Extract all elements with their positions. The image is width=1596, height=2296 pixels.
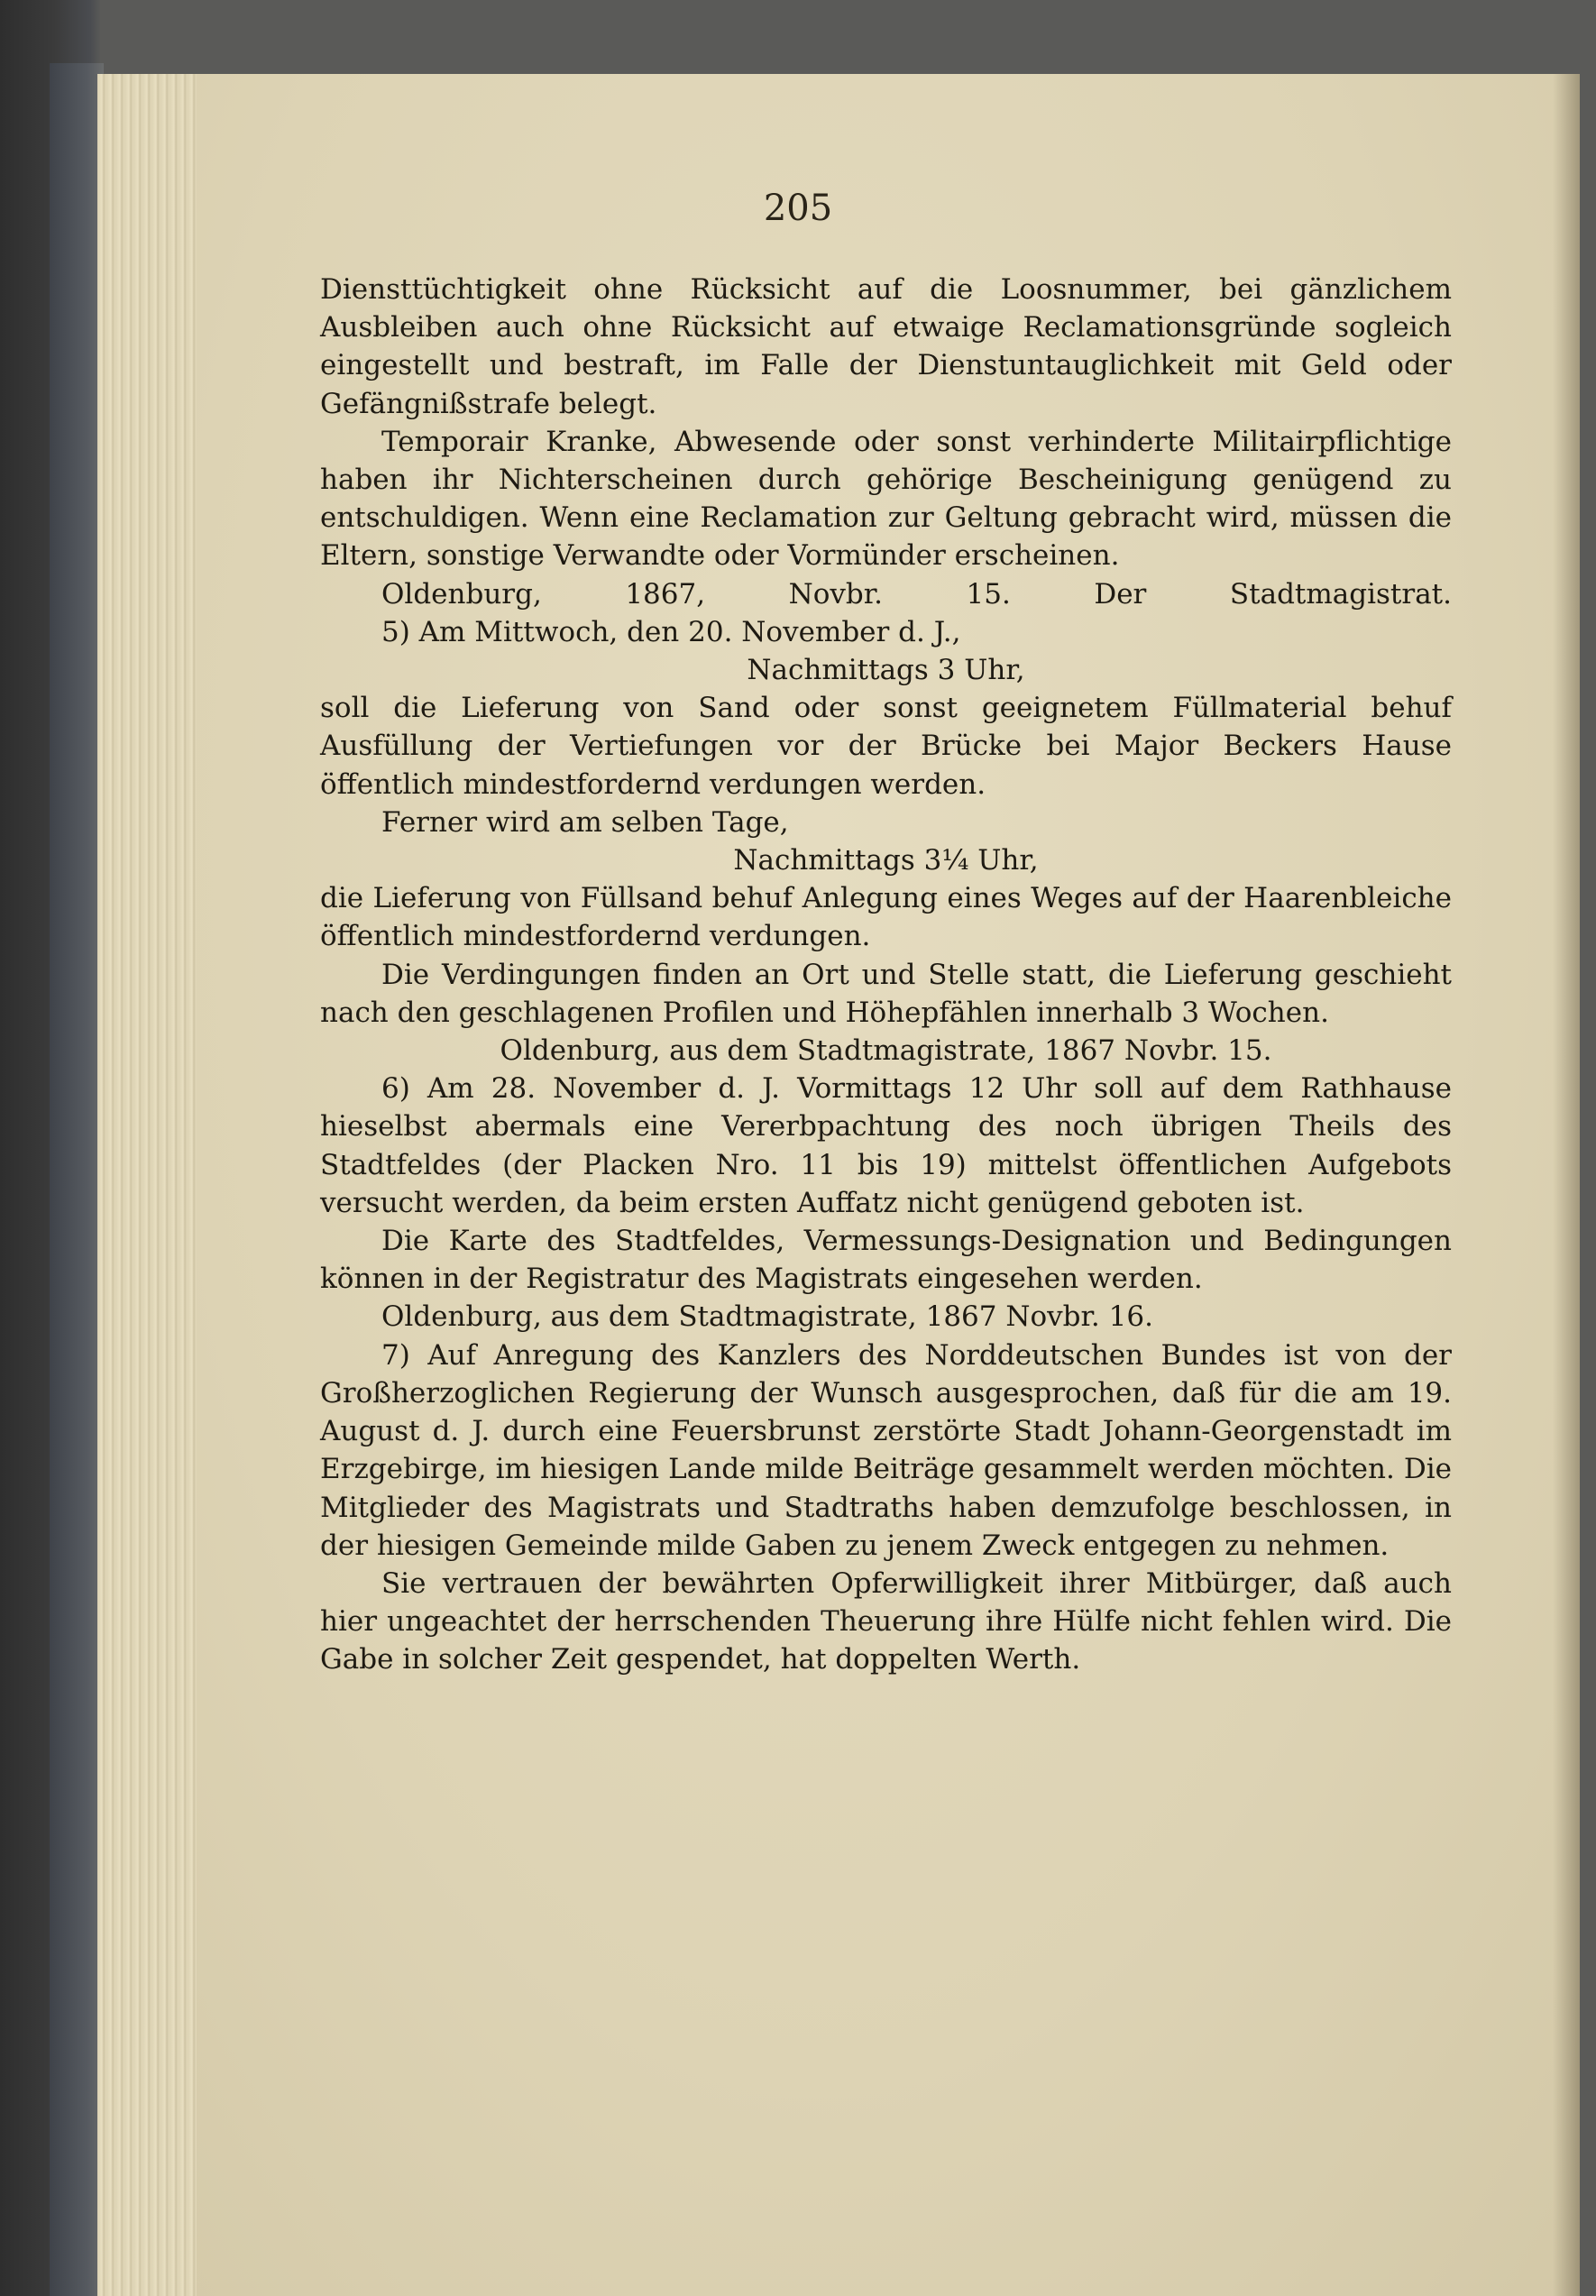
paragraph: soll die Lieferung von Sand oder sonst geeignetem Füllmaterial behuf Ausfüllung der Vertiefungen vor der Brücke bei Major Beckers Hause öffentlich mindestfordernd verdungen werden.: [320, 692, 1452, 801]
paragraph: Sie vertrauen der bewährten Opferwilligkeit ihrer Mitbürger, daß auch hier ungeachtet der herrschenden Theuerung ihre Hülfe nicht fehlen wird. Die Gabe in solcher Zeit gespendet, hat doppelten Werth.: [320, 1566, 1452, 1676]
paragraph: Diensttüchtigkeit ohne Rücksicht auf die Loosnummer, bei gänzlichem Ausbleiben auch ohne Rücksicht auf etwaige Reclamationsgründe sogleich eingestellt und bestraft, im Falle der Dienstuntauglichkeit mit Geld oder Gefängnißstrafe belegt.: [320, 273, 1452, 420]
paragraph: Die Verdingungen finden an Ort und Stelle statt, die Lieferung geschieht nach den geschlagenen Profilen und Höhepfählen innerhalb 3 Wochen.: [320, 958, 1452, 1029]
page-number: 205: [763, 188, 833, 229]
signature-line: Oldenburg, aus dem Stadtmagistrate, 1867 Novbr. 15.: [500, 1034, 1272, 1068]
page-stack-edges: [97, 74, 197, 2296]
paragraph: 7) Auf Anregung des Kanzlers des Norddeutschen Bundes ist von der Großherzoglichen Regierung der Wunsch ausgesprochen, daß für die am 19. August d. J. durch eine Feuersbrunst zerstörte Stadt Johann-Georgenstadt im Erzgebirge, im hiesigen Lande milde Beiträge gesammelt werden möchten. Die Mitglieder des Magistrats und Stadtraths haben demzufolge beschlossen, in der hiesigen Gemeinde milde Gaben zu jenem Zweck entgegen zu nehmen.: [320, 1338, 1452, 1562]
paragraph: die Lieferung von Füllsand behuf Anlegung eines Weges auf der Haarenbleiche öffentlich mindestfordernd verdungen.: [320, 882, 1452, 953]
page-text: [320, 271, 1452, 1679]
paragraph: 6) Am 28. November d. J. Vormittags 12 Uhr soll auf dem Rathhause hieselbst abermals eine Vererbpachtung des noch übrigen Theils des Stadtfeldes (der Placken Nro. 11 bis 19) mittelst öffentlichen Aufgebots versucht werden, da beim ersten Auffatz nicht genügend geboten ist.: [320, 1072, 1452, 1219]
centered-line: Nachmittags 3 Uhr,: [747, 654, 1025, 687]
signature-line: Oldenburg, aus dem Stadtmagistrate, 1867 Novbr. 16.: [381, 1300, 1153, 1334]
paragraph: 5) Am Mittwoch, den 20. November d. J.,: [381, 615, 961, 648]
centered-line: Nachmittags 3¼ Uhr,: [733, 844, 1039, 877]
book-cover-edge: [50, 63, 104, 2296]
paragraph: Ferner wird am selben Tage,: [381, 805, 789, 839]
signature-line: Oldenburg, 1867, Novbr. 15. Der Stadtmagistrat.: [381, 577, 1452, 611]
paragraph: Die Karte des Stadtfeldes, Vermessungs-Designation und Bedingungen können in der Registratur des Magistrats eingesehen werden.: [320, 1225, 1452, 1296]
paragraph: Temporair Kranke, Abwesende oder sonst verhinderte Militairpflichtige haben ihr Nichterscheinen durch gehörige Bescheinigung genügend zu entschuldigen. Wenn eine Reclamation zur Geltung gebracht wird, müssen die Eltern, sonstige Verwandte oder Vormünder erscheinen.: [320, 425, 1452, 573]
page-gutter-shadow: [1553, 74, 1580, 2296]
